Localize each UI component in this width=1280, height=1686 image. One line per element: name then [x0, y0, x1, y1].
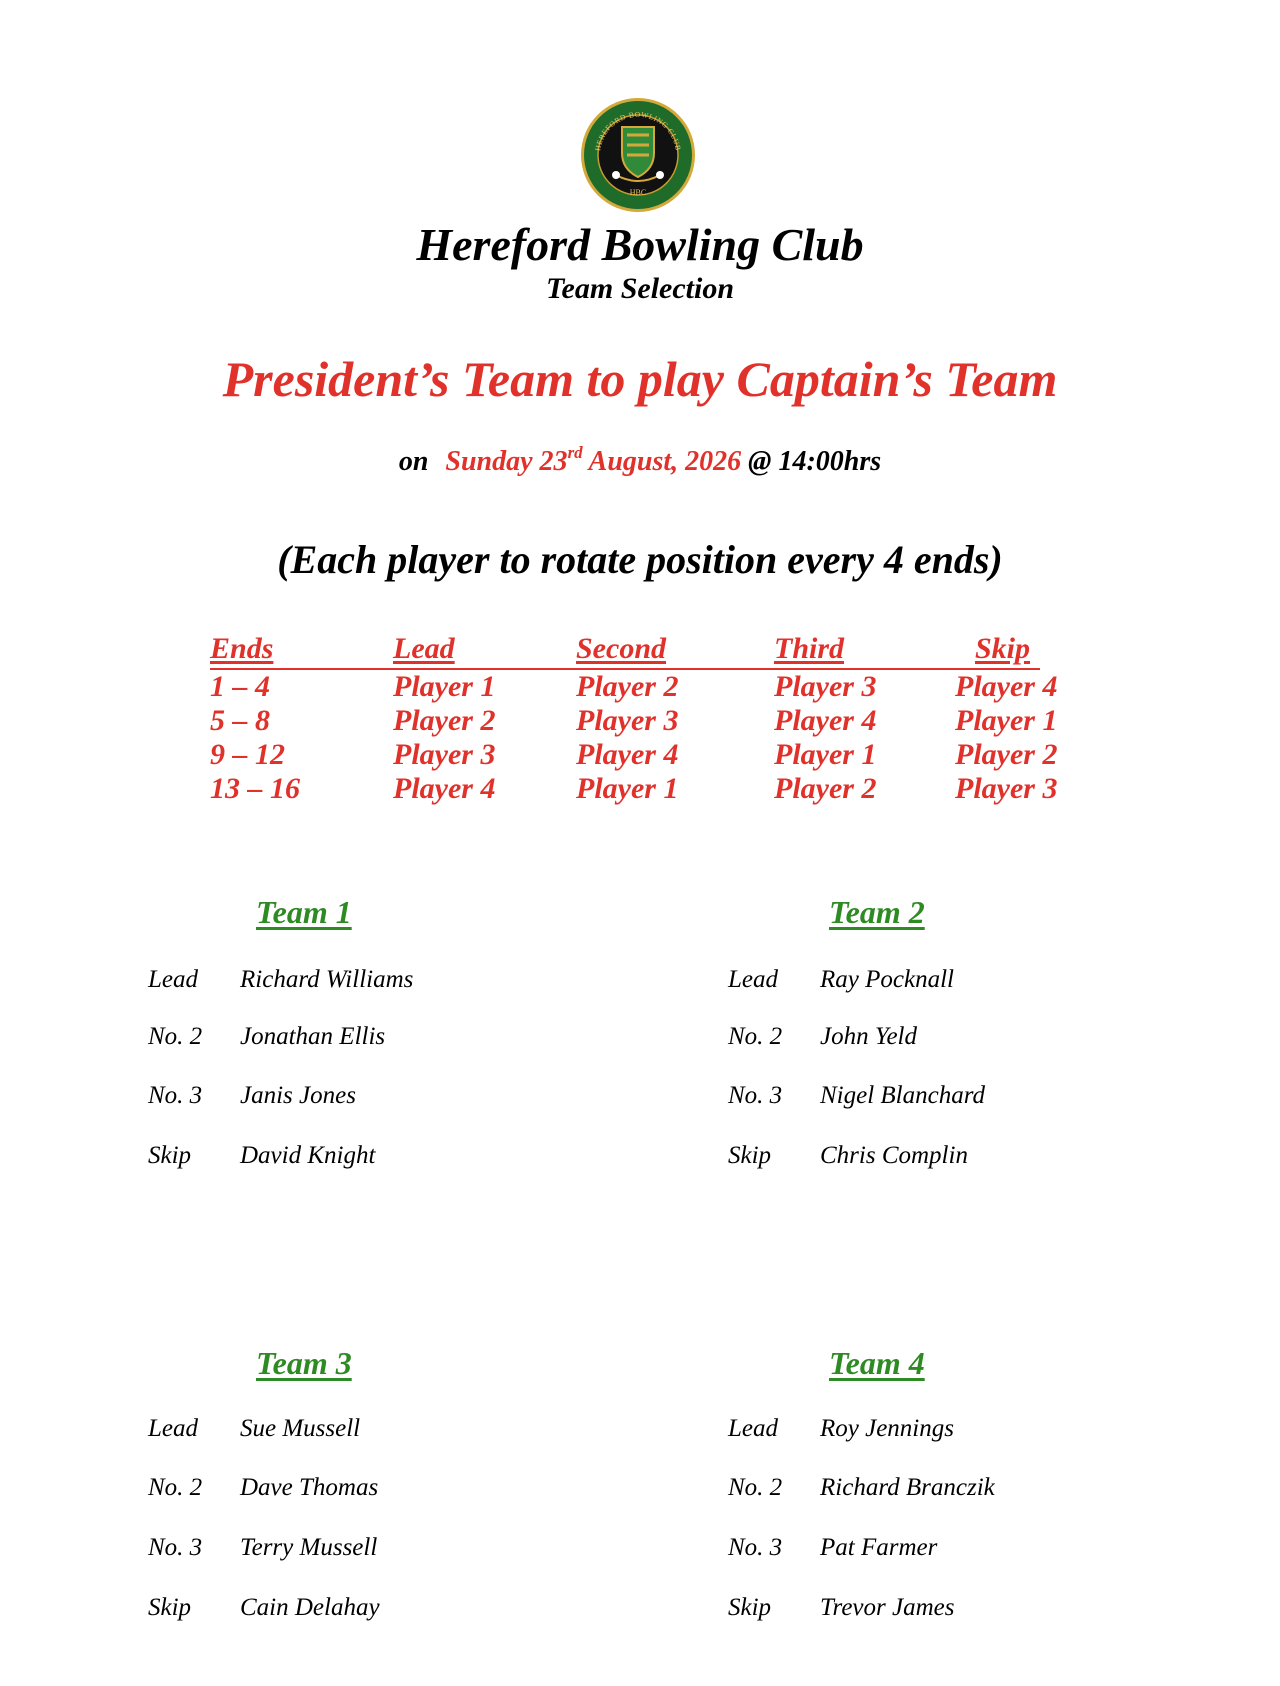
member-name: Ray Pocknall: [820, 966, 954, 993]
member-name: Roy Jennings: [820, 1415, 954, 1442]
team-2-block: [728, 894, 1208, 1194]
team-1-title: Team 1: [256, 894, 352, 930]
date-ordinal-suffix: rd: [567, 442, 583, 462]
team-selection-subtitle: Team Selection: [545, 272, 735, 305]
member-name: David Knight: [240, 1142, 376, 1169]
member-role: Lead: [148, 966, 198, 993]
club-name-heading: Hereford Bowling Club: [416, 219, 864, 270]
header-second: Second: [576, 632, 666, 665]
svg-text:HBC: HBC: [629, 188, 647, 197]
third-cell: Player 1: [774, 738, 877, 771]
skip-cell: Player 2: [955, 738, 1058, 771]
member-role: No. 2: [728, 1474, 783, 1501]
third-cell: Player 4: [774, 704, 877, 737]
ends-cell: 1 – 4: [210, 670, 270, 703]
rotation-table: [210, 632, 1110, 806]
member-role: Lead: [728, 1415, 778, 1442]
member-role: Skip: [148, 1142, 192, 1169]
date-prefix: Sunday 23: [445, 446, 568, 477]
member-name: Richard Branczik: [820, 1474, 995, 1501]
member-role: No. 2: [148, 1023, 203, 1050]
header-lead: Lead: [393, 632, 455, 665]
rotation-note: (Each player to rotate position every 4 ends): [277, 537, 1003, 582]
member-name: Nigel Blanchard: [820, 1082, 986, 1109]
member-name: Dave Thomas: [240, 1474, 379, 1501]
member-name: Cain Delahay: [240, 1594, 380, 1621]
header-third: Third: [774, 632, 845, 665]
table-row: [210, 704, 1110, 738]
lead-cell: Player 4: [393, 772, 496, 805]
table-row: [210, 738, 1110, 772]
member-role: Skip: [148, 1594, 192, 1621]
team-3-block: [148, 1345, 628, 1645]
team-2-title: Team 2: [829, 894, 925, 930]
member-name: Sue Mussell: [240, 1415, 361, 1442]
member-name: Pat Farmer: [820, 1534, 938, 1561]
team-4-title: Team 4: [829, 1345, 925, 1381]
member-name: John Yeld: [820, 1023, 917, 1050]
lead-cell: Player 2: [393, 704, 496, 737]
member-role: No. 2: [728, 1023, 783, 1050]
on-word: on: [398, 446, 429, 477]
member-name: Chris Complin: [820, 1142, 968, 1169]
second-cell: Player 3: [576, 704, 679, 737]
lead-cell: Player 3: [393, 738, 496, 771]
member-role: Lead: [148, 1415, 198, 1442]
team-4-block: [728, 1345, 1208, 1645]
third-cell: Player 2: [774, 772, 877, 805]
ends-cell: 9 – 12: [210, 738, 285, 771]
second-cell: Player 1: [576, 772, 679, 805]
member-role: No. 3: [728, 1534, 783, 1561]
match-title: President’s Team to play Captain’s Team: [222, 351, 1058, 407]
header-ends: Ends: [210, 632, 274, 665]
member-name: Jonathan Ellis: [240, 1023, 386, 1050]
member-role: Skip: [728, 1594, 772, 1621]
club-crest-logo: [578, 95, 698, 215]
member-role: Lead: [728, 966, 778, 993]
second-cell: Player 2: [576, 670, 679, 703]
member-name: Janis Jones: [240, 1082, 356, 1109]
member-role: Skip: [728, 1142, 772, 1169]
svg-text:HEREFORD BOWLING CLUB: HEREFORD BOWLING CLUB: [593, 109, 683, 152]
member-role: No. 3: [728, 1082, 783, 1109]
team-3-title: Team 3: [256, 1345, 352, 1381]
ends-cell: 13 – 16: [210, 772, 300, 805]
member-role: No. 3: [148, 1082, 203, 1109]
third-cell: Player 3: [774, 670, 877, 703]
member-name: Richard Williams: [240, 966, 414, 993]
header-skip: Skip: [975, 632, 1031, 665]
match-date: [445, 442, 742, 477]
lead-cell: Player 1: [393, 670, 496, 703]
date-rest: August, 2026: [582, 446, 742, 477]
second-cell: Player 4: [576, 738, 679, 771]
skip-cell: Player 4: [955, 670, 1058, 703]
rotation-table-header: [210, 632, 1040, 670]
skip-cell: Player 1: [955, 704, 1058, 737]
member-role: No. 3: [148, 1534, 203, 1561]
team-1-block: [148, 894, 628, 1194]
table-row: [210, 670, 1110, 704]
member-name: Trevor James: [820, 1594, 955, 1621]
table-row: [210, 772, 1110, 806]
member-name: Terry Mussell: [240, 1534, 378, 1561]
member-role: No. 2: [148, 1474, 203, 1501]
match-time: @ 14:00hrs: [741, 446, 882, 477]
skip-cell: Player 3: [955, 772, 1058, 805]
match-date-line: [0, 442, 1280, 478]
ends-cell: 5 – 8: [210, 704, 270, 737]
